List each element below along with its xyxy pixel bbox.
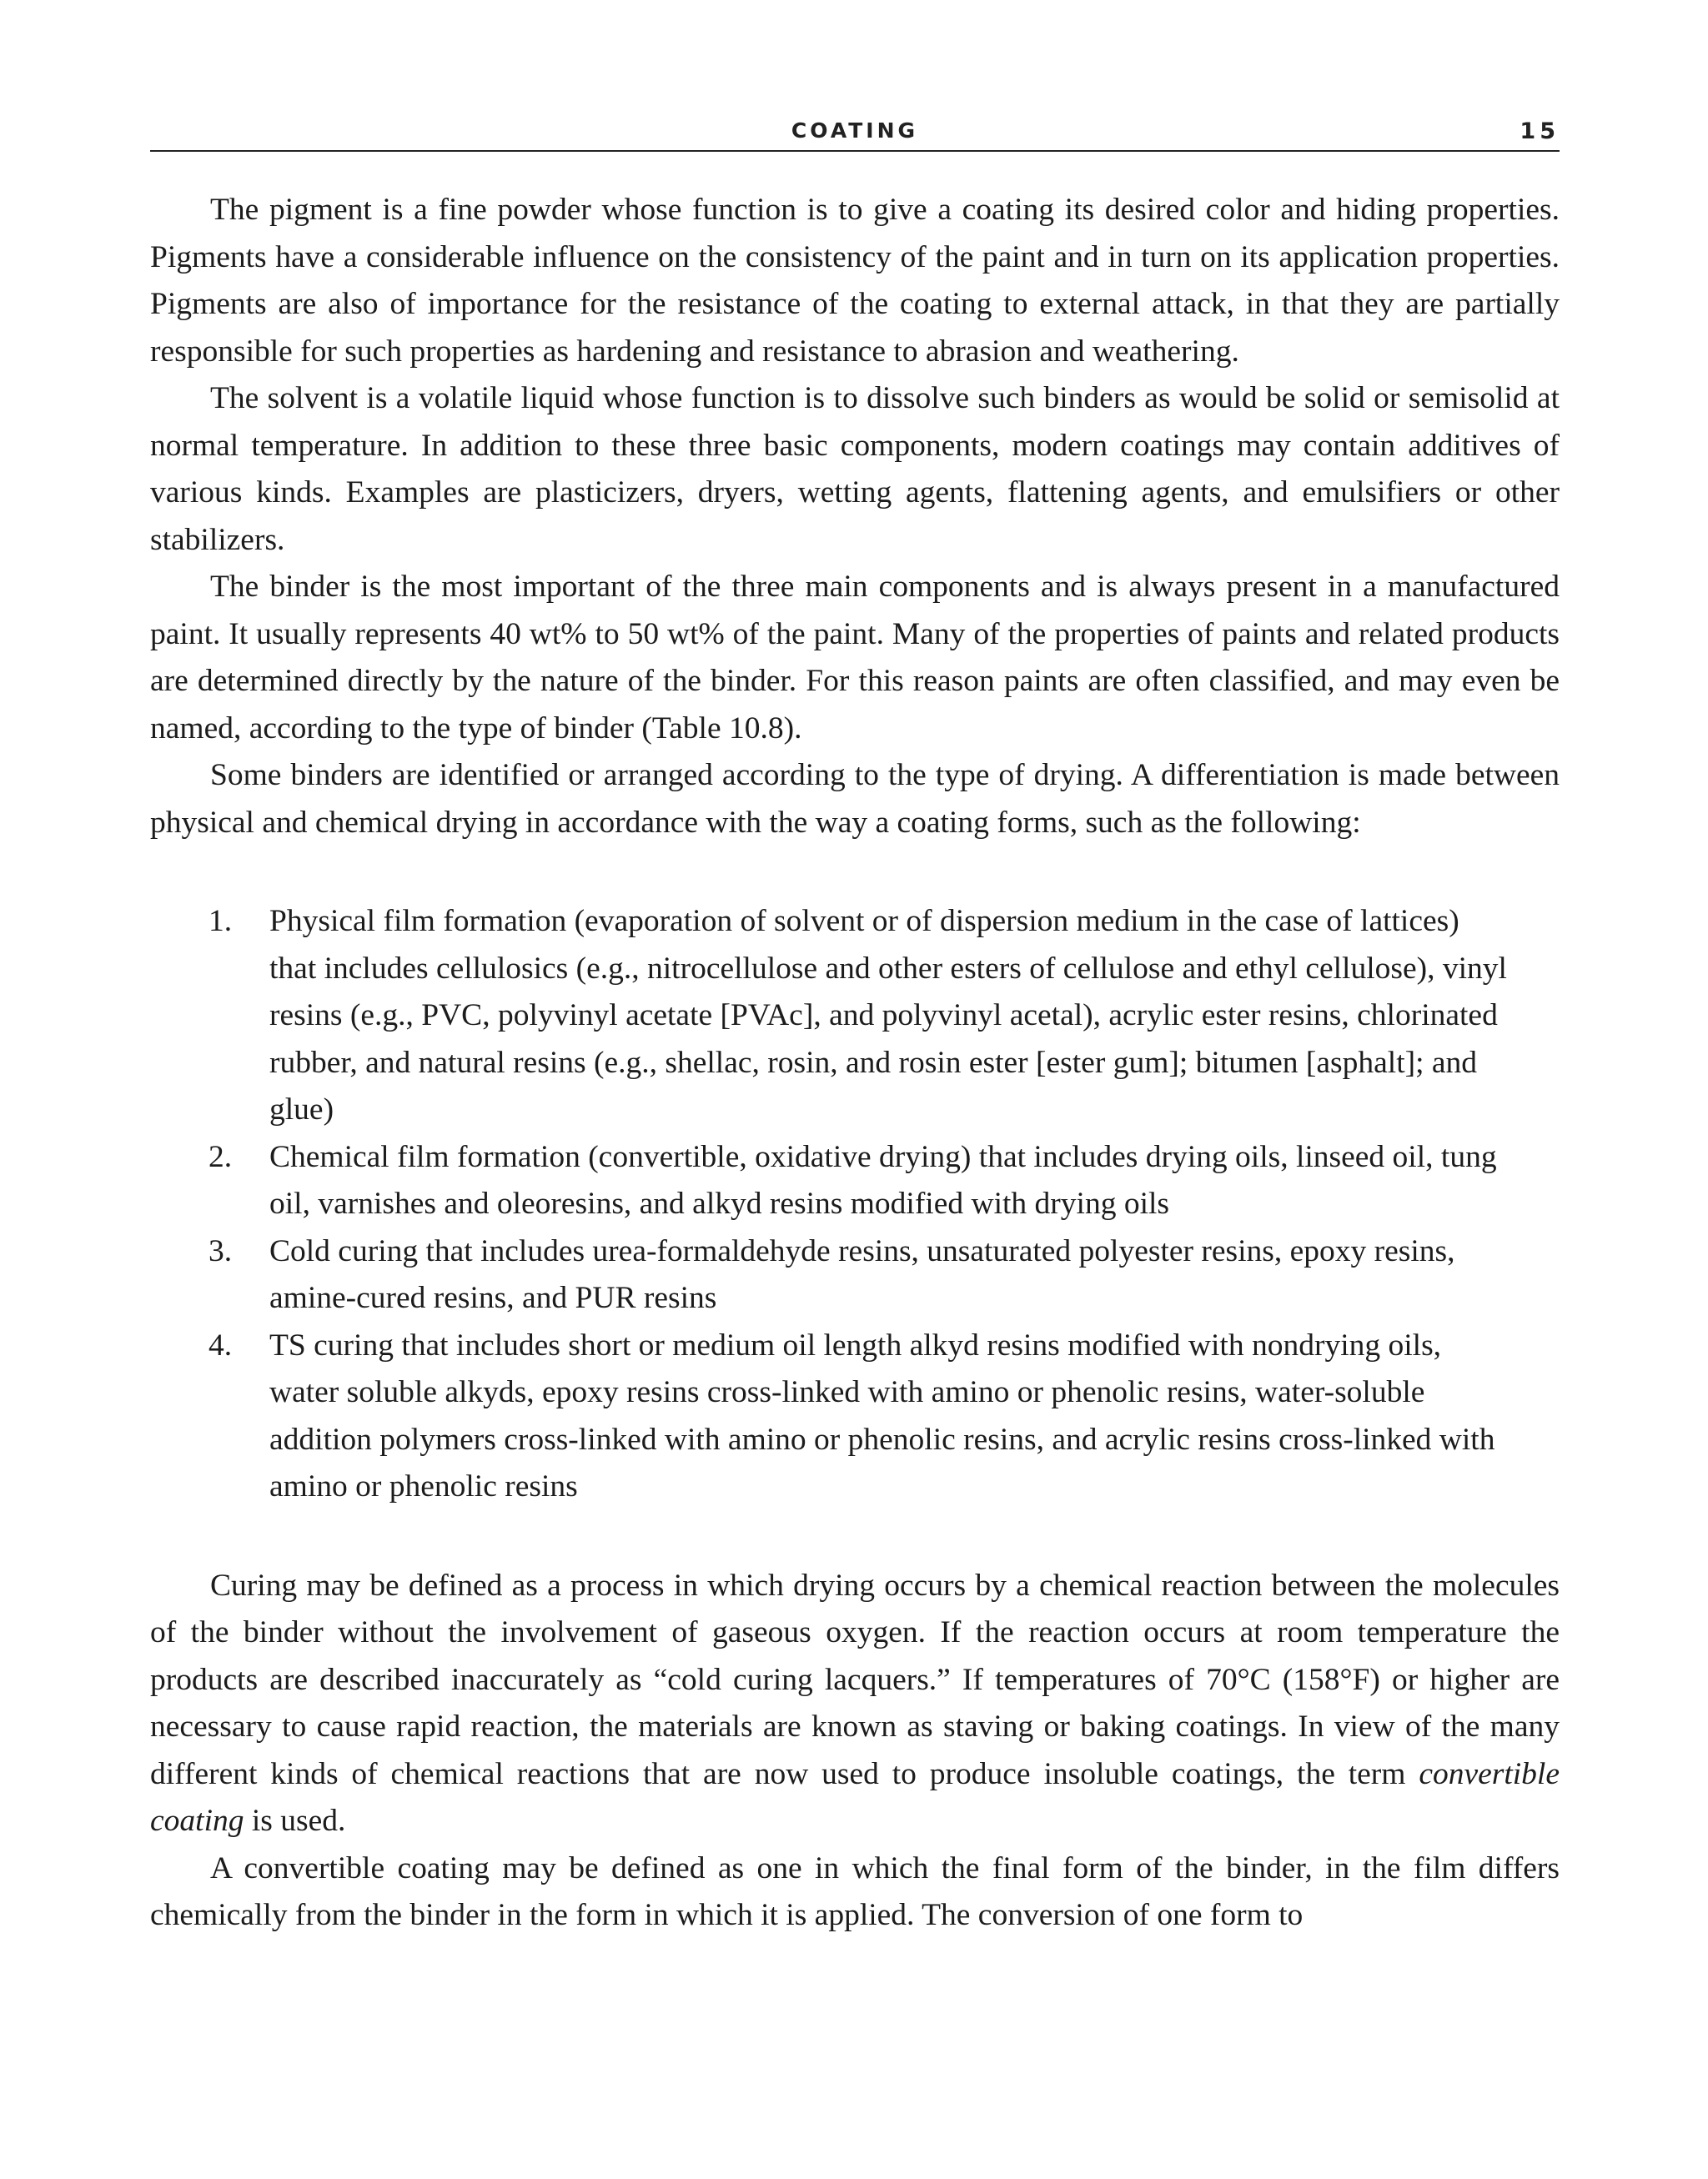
paragraph-pigment: The pigment is a fine powder whose function is to give a coating its desired color and hiding properties. Pigments have a considerable influence on the consistency of the paint and in turn on its application properties. Pigments are also of importance for the resistance of the coating to external attack, in that they are partially responsible for such properties as hardening and resistance to abrasion and weathering. [150,193,1560,369]
list-item-number: 3. [208,1233,233,1268]
list-item [150,898,1560,1134]
paragraph-convertible-coating: A convertible coating may be defined as one in which the final form of the binder, in the film differs chemically from the binder in the form in which it is applied. The conversion of one form to [150,1850,1560,1932]
curing-text: Curing may be defined as a process in which drying occurs by a chemical reaction between the molecules of the binder without the involvement of gaseous oxygen. If the reaction occurs at room temperature the products are described inaccurately as “cold curing lacquers.” If temperatures of 70°C (158°F) or higher are necessary to cause rapid reaction, the materials are known as staving or baking coatings. In view of the many different kinds of chemical reactions that are now used to produce insoluble coatings, the term [150,1568,1560,1791]
list-item-text: Chemical film formation (convertible, oxidative drying) that includes drying oils, linseed oil, tung oil, varnishes and oleoresins, and alkyd resins modified with drying oils [269,1139,1497,1221]
list-item-number: 2. [208,1139,233,1174]
running-head [150,117,1560,152]
list-item [150,1134,1560,1228]
paragraph-curing [150,1563,1560,1845]
list-item [150,1228,1560,1323]
page-number: 15 [1520,118,1560,144]
book-page [150,117,1560,1940]
list-item [150,1323,1560,1511]
italic-term: convertible coating [150,1756,1560,1838]
list-item-text: Cold curing that includes urea-formaldehyde resins, unsaturated polyester resins, epoxy resins, amine-cured resins, and PUR resins [269,1233,1455,1315]
list-item-number: 4. [208,1328,233,1363]
list-item-number: 1. [208,904,233,938]
curing-text-end: is used. [251,1804,346,1838]
paragraph-solvent: The solvent is a volatile liquid whose function is to dissolve such binders as would be solid or semisolid at normal temperature. In addition to these three basic components, modern coatings may contain additives of various kinds. Examples are plasticizers, dryers, wetting agents, flattening agents, and emulsifiers or other stabilizers. [150,381,1560,557]
running-title: COATING [791,118,919,143]
body-text [150,187,1560,1940]
paragraph-binder: The binder is the most important of the three main components and is always present in a manufactured paint. It usually represents 40 wt% to 50 wt% of the paint. Many of the properties of paints and related products are determined directly by the nature of the binder. For this reason paints are often classified, and may even be named, according to the type of binder (Table 10.8). [150,570,1560,746]
film-formation-list [150,898,1560,1511]
list-item-text: Physical film formation (evaporation of solvent or of dispersion medium in the case of lattices) that includes cellulosics (e.g., nitrocellulose and other esters of cellulose and ethyl cellulose), vinyl resins (e.g., PVC, polyvinyl acetate [PVAc], and polyvinyl acetal), acrylic ester resins, chlorinated rubber, and natural resins (e.g., shellac, rosin, and rosin ester [ester gum]; bitumen [asphalt]; and glue) [269,904,1507,1127]
list-item-text: TS curing that includes short or medium oil length alkyd resins modified with nondrying oils, water soluble alkyds, epoxy resins cross-linked with amino or phenolic resins, water-soluble addition polymers cross-linked with amino or phenolic resins, and acrylic resins cross-linked with amino or phenolic resins [269,1328,1495,1504]
paragraph-drying-types: Some binders are identified or arranged according to the type of drying. A differentiation is made between physical and chemical drying in accordance with the way a coating forms, such as the following: [150,758,1560,840]
